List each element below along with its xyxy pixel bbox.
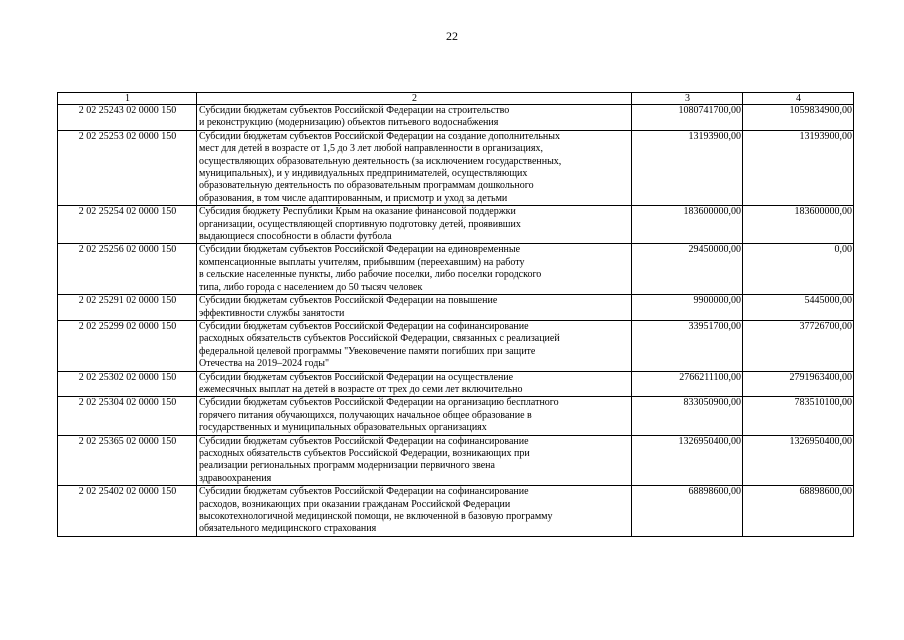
- amount-col3-cell: 2766211100,00: [632, 371, 743, 397]
- budget-code-cell: 2 02 25256 02 0000 150: [58, 244, 197, 295]
- amount-col3-cell: 29450000,00: [632, 244, 743, 295]
- budget-code-cell: 2 02 25253 02 0000 150: [58, 130, 197, 205]
- amount-col3-cell: 33951700,00: [632, 320, 743, 371]
- item-name-cell: Субсидии бюджетам субъектов Российской Федерации на софинансирование расходных обязательств субъектов Российской Федерации, возникающих при реализации региональных программ модернизации первичного звена здравоохранения: [197, 435, 632, 486]
- table-row: [58, 486, 854, 537]
- table-row: [58, 206, 854, 244]
- item-name-cell: Субсидии бюджетам субъектов Российской Федерации на повышение эффективности службы занятости: [197, 295, 632, 321]
- amount-col3-cell: 833050900,00: [632, 397, 743, 435]
- amount-col3-cell: 183600000,00: [632, 206, 743, 244]
- table-body: [58, 105, 854, 537]
- budget-code-cell: 2 02 25304 02 0000 150: [58, 397, 197, 435]
- item-name-cell: Субсидии бюджетам субъектов Российской Федерации на софинансирование расходов, возникающих при оказании гражданам Российской Федерации высокотехнологичной медицинской помощи, не включенной в базовую программу обязательного медицинского страхования: [197, 486, 632, 537]
- table-row: [58, 320, 854, 371]
- amount-col3-cell: 1326950400,00: [632, 435, 743, 486]
- amount-col4-cell: 1059834900,00: [743, 105, 854, 131]
- amount-col3-cell: 13193900,00: [632, 130, 743, 205]
- table-row: [58, 371, 854, 397]
- amount-col4-cell: 0,00: [743, 244, 854, 295]
- amount-col4-cell: 13193900,00: [743, 130, 854, 205]
- column-header-1: 1: [58, 93, 197, 105]
- budget-code-cell: 2 02 25254 02 0000 150: [58, 206, 197, 244]
- budget-code-cell: 2 02 25243 02 0000 150: [58, 105, 197, 131]
- budget-code-cell: 2 02 25291 02 0000 150: [58, 295, 197, 321]
- item-name-cell: Субсидии бюджетам субъектов Российской Федерации на софинансирование расходных обязательств субъектов Российской Федерации, связанных с реализацией федеральной целевой программы "Увековечение памяти погибших при защите Отечества на 2019–2024 годы": [197, 320, 632, 371]
- budget-code-cell: 2 02 25402 02 0000 150: [58, 486, 197, 537]
- amount-col4-cell: 783510100,00: [743, 397, 854, 435]
- amount-col4-cell: 183600000,00: [743, 206, 854, 244]
- column-header-4: 4: [743, 93, 854, 105]
- item-name-cell: Субсидии бюджетам субъектов Российской Федерации на создание дополнительных мест для детей в возрасте от 1,5 до 3 лет любой направленности в организациях, осуществляющих образовательную деятельность (за исключением государственных, муниципальных), и у индивидуальных предпринимателей, осуществляющих образовательную деятельность по образовательным программам дошкольного образования, в том числе адаптированным, и присмотр и уход за детьми: [197, 130, 632, 205]
- item-name-cell: Субсидии бюджетам субъектов Российской Федерации на строительство и реконструкцию (модернизацию) объектов питьевого водоснабжения: [197, 105, 632, 131]
- table-row: [58, 295, 854, 321]
- budget-code-cell: 2 02 25302 02 0000 150: [58, 371, 197, 397]
- budget-code-cell: 2 02 25365 02 0000 150: [58, 435, 197, 486]
- table-row: [58, 105, 854, 131]
- amount-col4-cell: 68898600,00: [743, 486, 854, 537]
- table-row: [58, 397, 854, 435]
- amount-col3-cell: 9900000,00: [632, 295, 743, 321]
- budget-code-cell: 2 02 25299 02 0000 150: [58, 320, 197, 371]
- column-header-3: 3: [632, 93, 743, 105]
- amount-col3-cell: 1080741700,00: [632, 105, 743, 131]
- table-row: [58, 130, 854, 205]
- amount-col4-cell: 2791963400,00: [743, 371, 854, 397]
- item-name-cell: Субсидии бюджетам субъектов Российской Федерации на организацию бесплатного горячего питания обучающихся, получающих начальное общее образование в государственных и муниципальных образовательных организациях: [197, 397, 632, 435]
- item-name-cell: Субсидии бюджетам субъектов Российской Федерации на осуществление ежемесячных выплат на детей в возрасте от трех до семи лет включительно: [197, 371, 632, 397]
- amount-col4-cell: 5445000,00: [743, 295, 854, 321]
- amount-col4-cell: 1326950400,00: [743, 435, 854, 486]
- table-row: [58, 435, 854, 486]
- amount-col4-cell: 37726700,00: [743, 320, 854, 371]
- table-row: [58, 244, 854, 295]
- amount-col3-cell: 68898600,00: [632, 486, 743, 537]
- budget-revenue-table: [57, 92, 854, 537]
- column-header-2: 2: [197, 93, 632, 105]
- item-name-cell: Субсидия бюджету Республики Крым на оказание финансовой поддержки организации, осуществляющей спортивную подготовку детей, проявивших выдающиеся способности в области футбола: [197, 206, 632, 244]
- item-name-cell: Субсидии бюджетам субъектов Российской Федерации на единовременные компенсационные выплаты учителям, прибывшим (переехавшим) на работу в сельские населенные пункты, либо рабочие поселки, либо поселки городского типа, либо города с населением до 50 тысяч человек: [197, 244, 632, 295]
- page-number: 22: [446, 29, 458, 43]
- column-number-row: [58, 93, 854, 105]
